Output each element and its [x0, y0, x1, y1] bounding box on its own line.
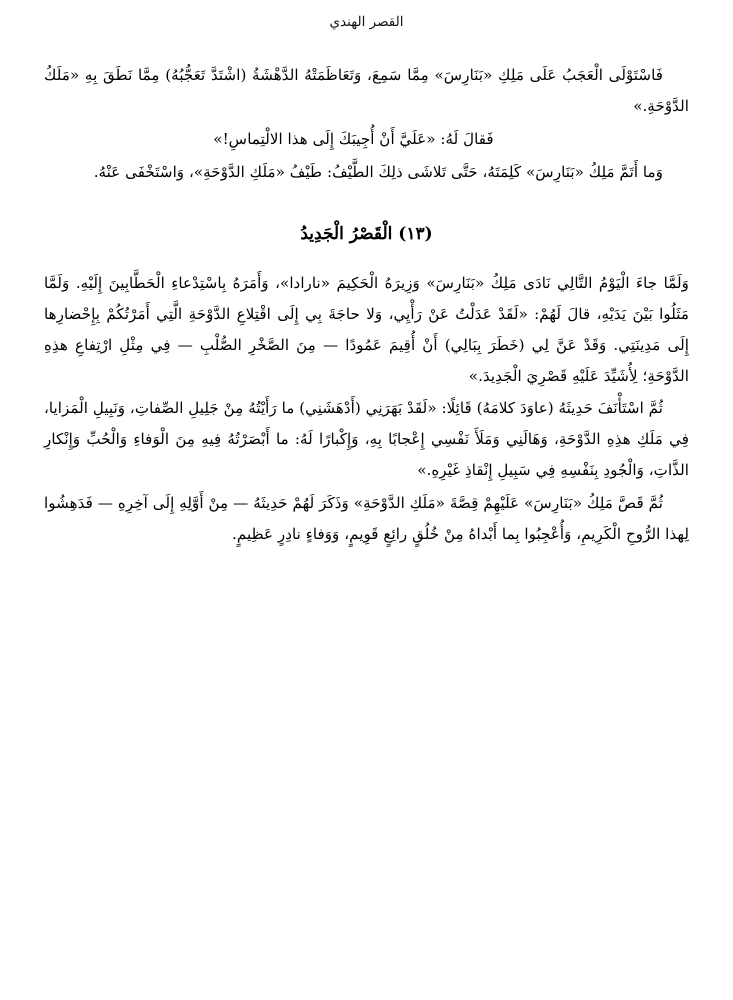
document-body [44, 60, 689, 550]
paragraph: فَاسْتَوْلَى الْعَجَبُ عَلَى مَلِكِ «بَنَارِسَ» مِمَّا سَمِعَ، وَتَعَاظَمَتْهُ الدَّهْشَةُ (اشْتَدَّ تَعَجُّبُهُ) مِمَّا نَطَقَ بِهِ «مَلَكُ الدَّوْحَةِ.» [44, 66, 689, 115]
paragraph: وَما أَتَمَّ مَلِكُ «بَنَارِسَ» كَلِمَتَهُ، حَتَّى تَلاشَى ذلِكَ الطَّيْفُ: طَيْفُ «مَلَكِ الدَّوْحَةِ»، وَاسْتَخْفَى عَنْهُ. [93, 162, 663, 181]
section-title: (١٣) الْقَصْرُ الْجَدِيدُ [300, 224, 433, 245]
page-header: القصر الهندي [329, 14, 404, 30]
paragraph: ثُمَّ قَصَّ مَلِكُ «بَنَارِسَ» عَلَيْهِمْ قِصَّةَ «مَلَكِ الدَّوْحَةِ» وَذَكَرَ لَهُمْ حَدِيثَهُ — مِنْ أَوَّلِهِ إِلَى آخِرِهِ — فَدَهِشُوا لِهذا الرُّوحِ الْكَرِيمِ، وَأُعْجِبُوا بِما أَبْداهُ مِنْ خُلُقٍ رائِعٍ قَوِيمٍ، وَوَفاءٍ نادِرٍ عَظِيمٍ. [44, 493, 689, 543]
paragraph: ثُمَّ اسْتَأْنَفَ حَدِيثَهُ (عاوَدَ كلامَهُ) قَائِلًا: «لَقَدْ بَهَرَنِي (أَدْهَشَنِي) ما رَأَيْتُهُ مِنْ جَلِيلِ الصِّفاتِ، وَنَبِيلِ الْمَزايا، فِي مَلَكِ هذِهِ الدَّوْحَةِ، وَهَالَنِي وَمَلَأَ نَفْسِي إِعْجابًا بِهِ، وَإِكْبارًا لَهُ: ما أَبْصَرْتُهُ فِيهِ مِنَ الْوَفاءِ وَالْحُبِّ وَإِنْكارِ الذَّاتِ، وَالْجُودِ بِنَفْسِهِ فِي سَبِيلِ إِنْقاذِ غَيْرِهِ.» [44, 399, 689, 480]
paragraph: فَقالَ لَهُ: «عَلَيَّ أَنْ أُجِيبَكَ إِلَى هذا الالْتِماسِ!» [213, 129, 494, 148]
paragraph: وَلَمَّا جاءَ الْيَوْمُ التَّالِي نَادَى مَلِكُ «بَنَارِسَ» وَزِيرَهُ الْحَكِيمَ «نارادا»، وَأَمَرَهُ بِاسْتِدْعاءِ الْحَطَّابِينَ إِلَيْهِ. وَلَمَّا مَثَلُوا بَيْنَ يَدَيْهِ، قالَ لَهُمْ: «لَقَدْ عَدَلْتُ عَنْ رَأْيِي، وَلا حاجَةَ بِي إِلَى اقْتِلاعِ الدَّوْحَةِ الَّتِي أَمَرْتُكُمْ بِإِحْضارِها إِلَى مَدِينَتِي. وَقَدْ عَنَّ لِي (خَطَرَ بِبَالِي) أَنْ أُقِيمَ عَمُودًا — مِنَ الصَّخْرِ الصُّلْبِ — فِي مِثْلِ ارْتِفاعِ هذِهِ الدَّوْحَةِ؛ لِأُشَيِّدَ عَلَيْهِ قَصْرِيَ الْجَدِيدَ.» [44, 273, 689, 385]
